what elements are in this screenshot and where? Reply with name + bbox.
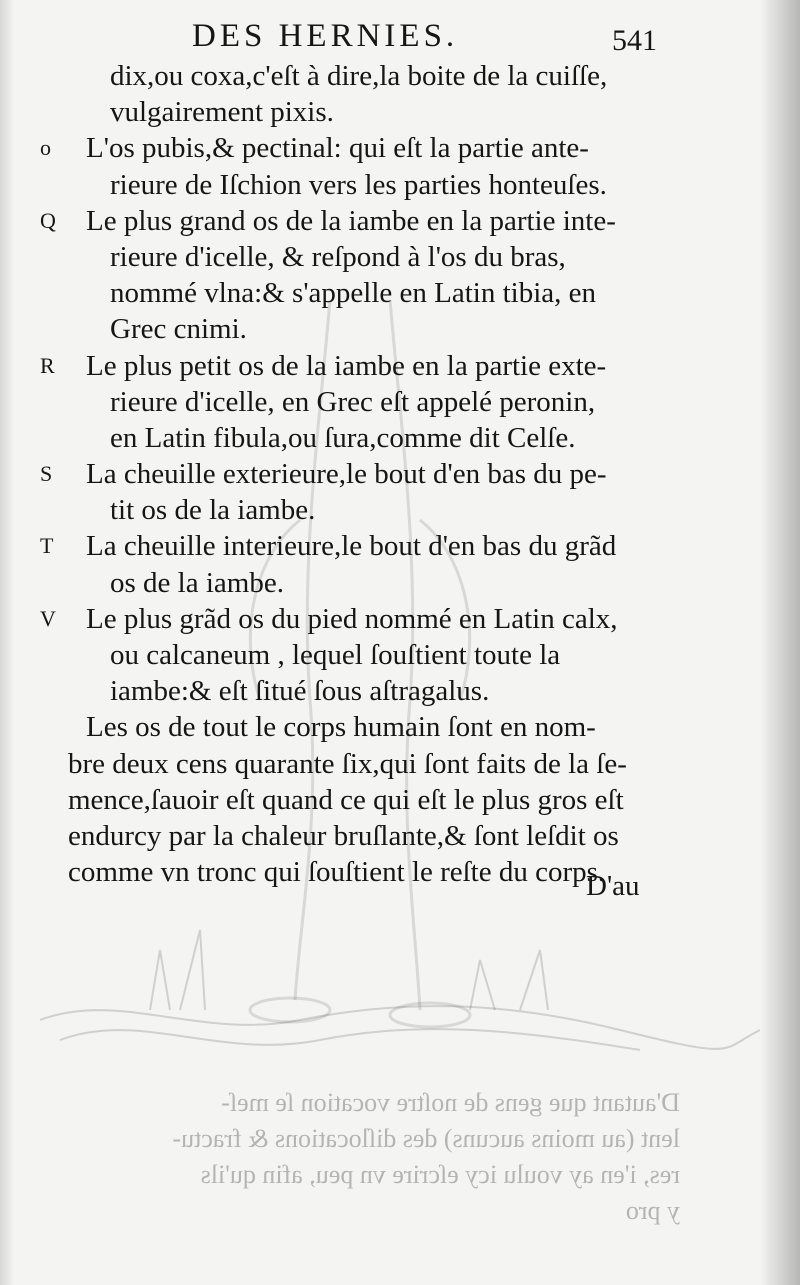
text-line [40,420,660,456]
text-line [40,456,660,492]
text-line [40,58,660,94]
line-text: rieure de Iſchion vers les parties honteuſes. [110,168,607,201]
line-marker: R [40,352,55,378]
text-line [40,528,660,564]
text-line [40,348,660,384]
text-line [40,275,660,311]
line-text: Les os de tout le corps humain ſont en nom- [86,711,596,744]
text-line [40,746,660,782]
line-text: dix,ou coxa,c'eſt à dire,la boite de la cuiſſe, [110,60,608,92]
line-marker: o [40,135,51,161]
text-line [40,94,660,130]
line-text: endurcy par la chaleur bruſlante,& ſont leſdit os [68,819,619,852]
show-through-text [40,1085,680,1229]
line-text: en Latin fibula,ou ſura,comme dit Celſe. [110,421,576,454]
text-line [40,637,660,673]
text-line [40,492,660,528]
text-line [40,854,660,890]
line-text: L'os pubis,& pectinal: qui eſt la partie ante- [86,132,589,165]
line-text: nommé vlna:& s'appelle en Latin tibia, en [110,277,597,310]
text-line [40,130,660,166]
line-text: La cheuille exterieure,le bout d'en bas du pe- [86,458,607,491]
body-text [40,58,660,890]
text-line [40,203,660,239]
page-edge-shadow [760,0,800,1285]
text-line [40,565,660,601]
line-text: iambe:& eſt ſitué ſous aſtragalus. [110,675,490,708]
line-text: os de la iambe. [110,566,284,599]
text-line [40,167,660,203]
show-through-line: y pro [625,1196,680,1225]
line-text: mence,ſauoir eſt quand ce qui eſt le plus gros eſt [68,783,624,816]
catchword: D'au [586,870,640,902]
show-through-line: res, i'en ay voulu icy eſcrire vn peu, afin qu'ils [200,1160,680,1189]
line-marker: Q [40,207,56,233]
line-text: vulgairement pixis. [110,96,334,129]
line-text: Le plus grãd os du pied nommé en Latin calx, [86,602,618,635]
text-line [40,601,660,637]
text-line [40,782,660,818]
line-text: bre deux cens quarante ſix,qui ſont faits de la ſe- [68,747,627,780]
line-marker: T [40,533,54,559]
line-text: Le plus grand os de la iambe en la partie inte- [86,204,616,237]
line-marker: V [40,605,56,631]
line-text: ou calcaneum , lequel ſouſtient toute la [110,639,561,671]
line-text: Le plus petit os de la iambe en la partie exte- [86,349,607,382]
text-line [40,384,660,420]
line-text: Grec cnimi. [110,313,247,346]
text-line [40,239,660,275]
line-text: rieure d'icelle, en Grec eſt appelé peronin, [110,385,596,418]
text-line [40,709,660,745]
show-through-line: lent (au moins aucuns) des diſlocations & fractu- [172,1124,680,1153]
line-text: comme vn tronc qui ſouſtient le reſte du corps. [68,856,606,889]
line-text: La cheuille interieure,le bout d'en bas du grãd [86,530,617,563]
line-text: tit os de la iambe. [110,494,316,527]
text-line [40,818,660,854]
gutter-shadow [0,0,14,1285]
line-text: rieure d'icelle, & reſpond à l'os du bras, [110,240,566,273]
page-number: 541 [612,24,657,57]
text-line [40,673,660,709]
text-line [40,311,660,347]
show-through-line: D'autant que gens de noſtre vocation ſe meſ- [221,1088,680,1117]
line-marker: S [40,461,53,487]
running-title: DES HERNIES. [192,18,459,54]
page-header [0,14,800,64]
